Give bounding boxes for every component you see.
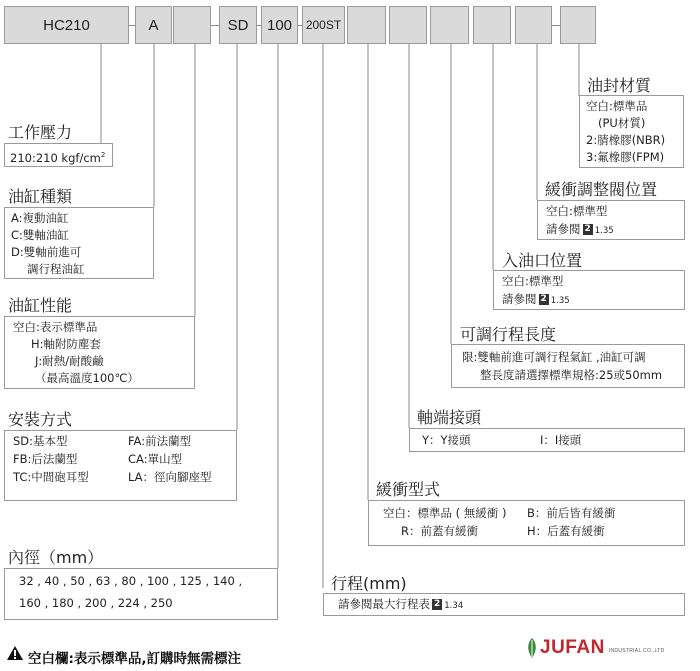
code-box-inlet: [473, 6, 511, 44]
code-box-series: HC210: [4, 6, 129, 44]
inlet-line: 空白:標準型: [502, 274, 564, 288]
cushion-type-box: [368, 500, 685, 546]
rod-end-box: [409, 428, 685, 452]
adjustable-stroke-box: [451, 344, 685, 388]
cushion-type-option: H：后蓋有緩衝: [527, 524, 605, 538]
cylinder-type-line: C:雙軸油缸: [11, 228, 69, 242]
cylinder-type-line: A:複動油缸: [11, 211, 69, 225]
cushion-valve-line: 空白:標準型: [546, 204, 608, 218]
rod-end-y: Y：Y接頭: [422, 433, 471, 447]
pressure-unit-sup: 2: [100, 151, 106, 159]
code-box-mounting: SD: [219, 6, 257, 44]
ref-badge: 2: [584, 224, 591, 234]
adjustable-stroke-line: 限:雙軸前進可調行程氣缸 ,油缸可調: [462, 350, 646, 364]
brand-logo: [524, 637, 664, 659]
performance-box: [4, 316, 195, 389]
code-box-oil-seal: [560, 6, 596, 44]
inlet-ref: 請參閱: [502, 292, 537, 306]
code-box-cylinder-type: A: [135, 6, 172, 44]
stroke-box: [323, 593, 685, 616]
adjustable-stroke-title: 可調行程長度: [460, 325, 557, 344]
performance-title: 油缸性能: [8, 296, 73, 315]
cushion-valve-title: 緩衝調整閥位置: [545, 180, 658, 199]
bore-title: 內徑（mm）: [8, 548, 104, 567]
code-box-cushion-type: [347, 6, 386, 44]
mounting-option: FB:后法蘭型: [13, 452, 78, 466]
oil-seal-line: 空白:標準品: [586, 99, 648, 113]
ref-page: 1.35: [594, 226, 614, 236]
code-box-bore: 100: [261, 6, 298, 44]
inlet-title: 入油口位置: [502, 251, 583, 270]
ref-badge: 2: [434, 599, 441, 609]
performance-line: J:耐熱/耐酸鹼: [35, 354, 104, 368]
code-box-cushion-valve: [515, 6, 552, 44]
bore-sizes: 160 , 180 , 200 , 224 , 250: [19, 596, 173, 610]
oil-seal-box: [579, 95, 684, 168]
cylinder-type-title: 油缸種類: [8, 187, 73, 206]
cushion-type-title: 緩衝型式: [376, 480, 441, 499]
cushion-type-option: B：前后皆有緩衝: [527, 506, 616, 520]
cushion-valve-ref: 請參閱: [546, 222, 581, 236]
bore-sizes: 32 , 40 , 50 , 63 , 80 , 100 , 125 , 140 ,: [19, 574, 243, 588]
cushion-type-option: R：前蓋有緩衝: [401, 524, 478, 538]
bore-box: [4, 568, 278, 620]
code-box-performance: [173, 6, 211, 44]
mounting-option: TC:中間砲耳型: [13, 470, 89, 484]
mounting-option: LA：徑向腳座型: [128, 470, 212, 484]
inlet-box: [493, 270, 685, 310]
mounting-option: FA:前法蘭型: [128, 434, 192, 448]
stroke-title: 行程(mm): [331, 574, 407, 593]
mounting-title: 安裝方式: [8, 410, 73, 429]
performance-line: H:軸附防塵套: [31, 337, 102, 351]
cushion-type-option: 空白：標準品 ( 無緩衝 ): [383, 506, 507, 520]
performance-line: 空白:表示標準品: [13, 320, 98, 334]
oil-seal-line: 2:腈橡膠(NBR): [586, 133, 666, 147]
mounting-option: SD:基本型: [13, 434, 68, 448]
footer-note: 空白欄:表示標準品,訂購時無需標注: [28, 651, 242, 667]
cylinder-type-box: [4, 207, 154, 279]
pressure-value: 210:210 kgf/cm: [10, 150, 101, 165]
ref-page: 1.34: [444, 601, 464, 611]
brand-subtitle: INDUSTRIAL CO.,LTD: [608, 648, 665, 654]
brand-name: JUFAN: [540, 637, 605, 658]
rod-end-title: 軸端接頭: [417, 408, 482, 427]
stroke-ref: 請參閱最大行程表: [338, 597, 430, 611]
rod-end-i: I：I接頭: [540, 433, 582, 447]
cylinder-type-line: 調行程油缸: [27, 262, 85, 276]
mounting-box: [4, 430, 237, 501]
ref-badge: 2: [540, 294, 547, 304]
mounting-option: CA:單山型: [128, 452, 183, 466]
pressure-title: 工作壓力: [8, 123, 73, 142]
code-box-adjustable-stroke: [430, 6, 469, 44]
warning-icon: [6, 645, 24, 661]
oil-seal-title: 油封材質: [587, 76, 652, 95]
adjustable-stroke-line: 整長度請選擇標準規格:25或50mm: [480, 368, 663, 382]
cushion-valve-box: [537, 200, 685, 240]
cylinder-type-line: D:雙軸前進可: [11, 245, 82, 259]
performance-line: （最高溫度100℃）: [35, 371, 139, 385]
oil-seal-line: (PU材質): [598, 116, 646, 130]
pressure-box: [4, 143, 113, 167]
code-box-stroke: 200ST: [302, 6, 345, 44]
leaf-icon: [524, 637, 540, 659]
oil-seal-line: 3:氟橡膠(FPM): [586, 150, 665, 164]
code-box-rod-end: [389, 6, 427, 44]
ref-page: 1.35: [550, 296, 570, 306]
